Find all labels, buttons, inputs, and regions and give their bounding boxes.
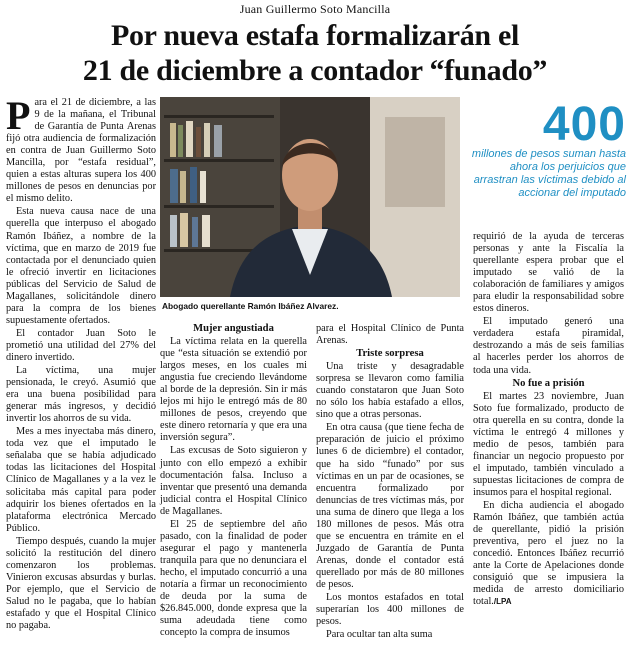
paragraph: En otra causa (que tiene fecha de preparación de juicio el próximo lunes 6 de diciembre) el contador, que ha sido “funado” por sus víctimas en un par de ocasiones, se encuentra formalizado por denuncias de tres víctimas más, por una suma de dinero que llega a los 180 millones de pesos. Más otra que se encuentra en trámite en el Juzgado de Garantía de Punta Arenas, donde el contador está querellado por más de 80 millones de pesos.	[316, 422, 464, 590]
paragraph: El imputado generó una verdadera estafa piramidal, destrozando a más de seis familias al hacerles perder los ahorros de toda una vida.	[473, 316, 624, 376]
paragraph: Una triste y desagradable sorpresa se llevaron como familia cuando constataron que Juan Soto no sólo los había estafado a ellos, sino que a otras personas.	[316, 361, 464, 421]
paragraph: La víctima relata en la querella que “esta situación se extendió por largos meses, en los cuales mi angustia fue creciendo llevándome al borde de la depresión. Sin ir más lejos mi hijo le entregó más de 80 millones de pesos, creyendo que este dinero retornaría y que era una inversión segura”.	[160, 336, 307, 444]
paragraph: En dicha audiencia el abogado Ramón Ibáñez, que también actúa de querellante, pidió la prisión preventiva, pero el juez no la concedió. Entonces Ibáñez recurrió ante la Corte de Apelaciones donde consiguió que se impusiera la medida de arresto domiciliario total./LPA	[473, 500, 624, 608]
column-4	[473, 231, 624, 609]
headline-line-2: 21 de diciembre a contador “funado”	[82, 54, 548, 87]
column-3	[316, 323, 464, 642]
photo-caption: Abogado querellante Ramón Ibáñez Alvarez.	[162, 301, 339, 311]
paragraph: El contador Juan Soto le prometió una utilidad del 27% del dinero invertido.	[6, 327, 156, 363]
paragraph: Para ocultar tan alta suma	[326, 629, 433, 641]
callout	[468, 100, 626, 200]
drop-cap: P	[6, 93, 31, 138]
subheading: Triste sorpresa	[356, 348, 424, 360]
paragraph: para el Hospital Clínico de Punta Arenas.	[316, 323, 464, 347]
column-1	[6, 93, 156, 633]
column-2	[160, 323, 307, 640]
paragraph: Las excusas de Soto siguieron y junto con ello empezó a exhibir documentación falsa. Incluso a inventar que presentó una demanda judicial contra el Hospital Clínico de Magallanes.	[160, 445, 307, 517]
paragraph: El martes 23 noviembre, Juan Soto fue formalizado, producto de otra querella en su contra, donde la víctima le entregó 4 millones y medio de pesos, también para financiar un negocio propuesto por el imputado, también vinculado a supuestas licitaciones de compra de insumos para el hospital regional.	[473, 390, 624, 498]
callout-text: millones de pesos suman hasta ahora los perjuicios que arrastran las víctimas debido al accionar del imputado	[471, 148, 626, 199]
paragraph: Los montos estafados en total superarían los 400 millones de pesos.	[316, 592, 464, 628]
paragraph: La víctima, una mujer pensionada, le creyó. Asumió que era una buena posibilidad para generar más ingresos, y decidió invertir los ahorros de su vida.	[6, 365, 156, 425]
paragraph: Esta nueva causa nace de una querella que interpuso el abogado Ramón Ibáñez, a nombre de la víctima, que en marzo de 2019 fue contactada por el denunciado quien le ofreció invertir en licitaciones públicas del Servicio de Salud de Magallanes, solicitándole dinero para la compra de los bienes supuestamente ofertados.	[6, 206, 156, 326]
paragraph: requirió de la ayuda de terceras personas y ante la Fiscalía la querellante espera probar que el imputado se valió de la colaboración de familiares y amigos para eludir la responsabilidad sobre estos dineros.	[473, 231, 624, 315]
paragraph: El 25 de septiembre del año pasado, con la finalidad de poder asegurar el pago y mantenerla tranquila para que no denunciara el hecho, el imputado concurrió a una notaría a firmar un reconocimiento de deuda por la suma de $26.845.000, donde expresa que la suma adeudada tiene como concepto la compra de insumos	[160, 518, 307, 639]
callout-number: 400	[542, 98, 626, 151]
paragraph: Mes a mes inyectaba más dinero, toda vez que el imputado le señalaba que se había adjudicado todas las licitaciones del Hospital Clínico de Magallanes y a la vez le solicitaba más capital para poder adquirir los bienes ofertados en la plataforma electrónica Mercado Público.	[6, 426, 156, 534]
portrait-illustration	[160, 97, 460, 297]
headline	[8, 18, 622, 88]
paragraph: Tiempo después, cuando la mujer solicitó la restitución del dinero comenzaron los problemas. Vinieron excusas absurdas y burlas. Por ejemplo, que el Servicio de Salud no le pagaba, que lo habían estafado y que el Hospital Clínico no pagaba.	[6, 535, 156, 632]
kicker: Juan Guillermo Soto Mancilla	[239, 2, 391, 16]
subheading: No fue a prisión	[512, 377, 585, 389]
lead-paragraph: Para el 21 de diciembre, a las 9 de la mañana, el Tribunal de Garantía de Punta Arenas fijó otra audiencia de formalización en contra de Juan Guillermo Soto Mancilla, por “estafa residual”, quien a estas alturas supera los 400 millones de pesos en denuncias por el mismo delito.	[6, 93, 156, 205]
subheading: Mujer angustiada	[193, 323, 274, 334]
lawyer-photo	[160, 97, 460, 297]
signature: /LPA	[493, 597, 512, 607]
headline-line-1: Por nueva estafa formalizarán el	[110, 19, 520, 52]
